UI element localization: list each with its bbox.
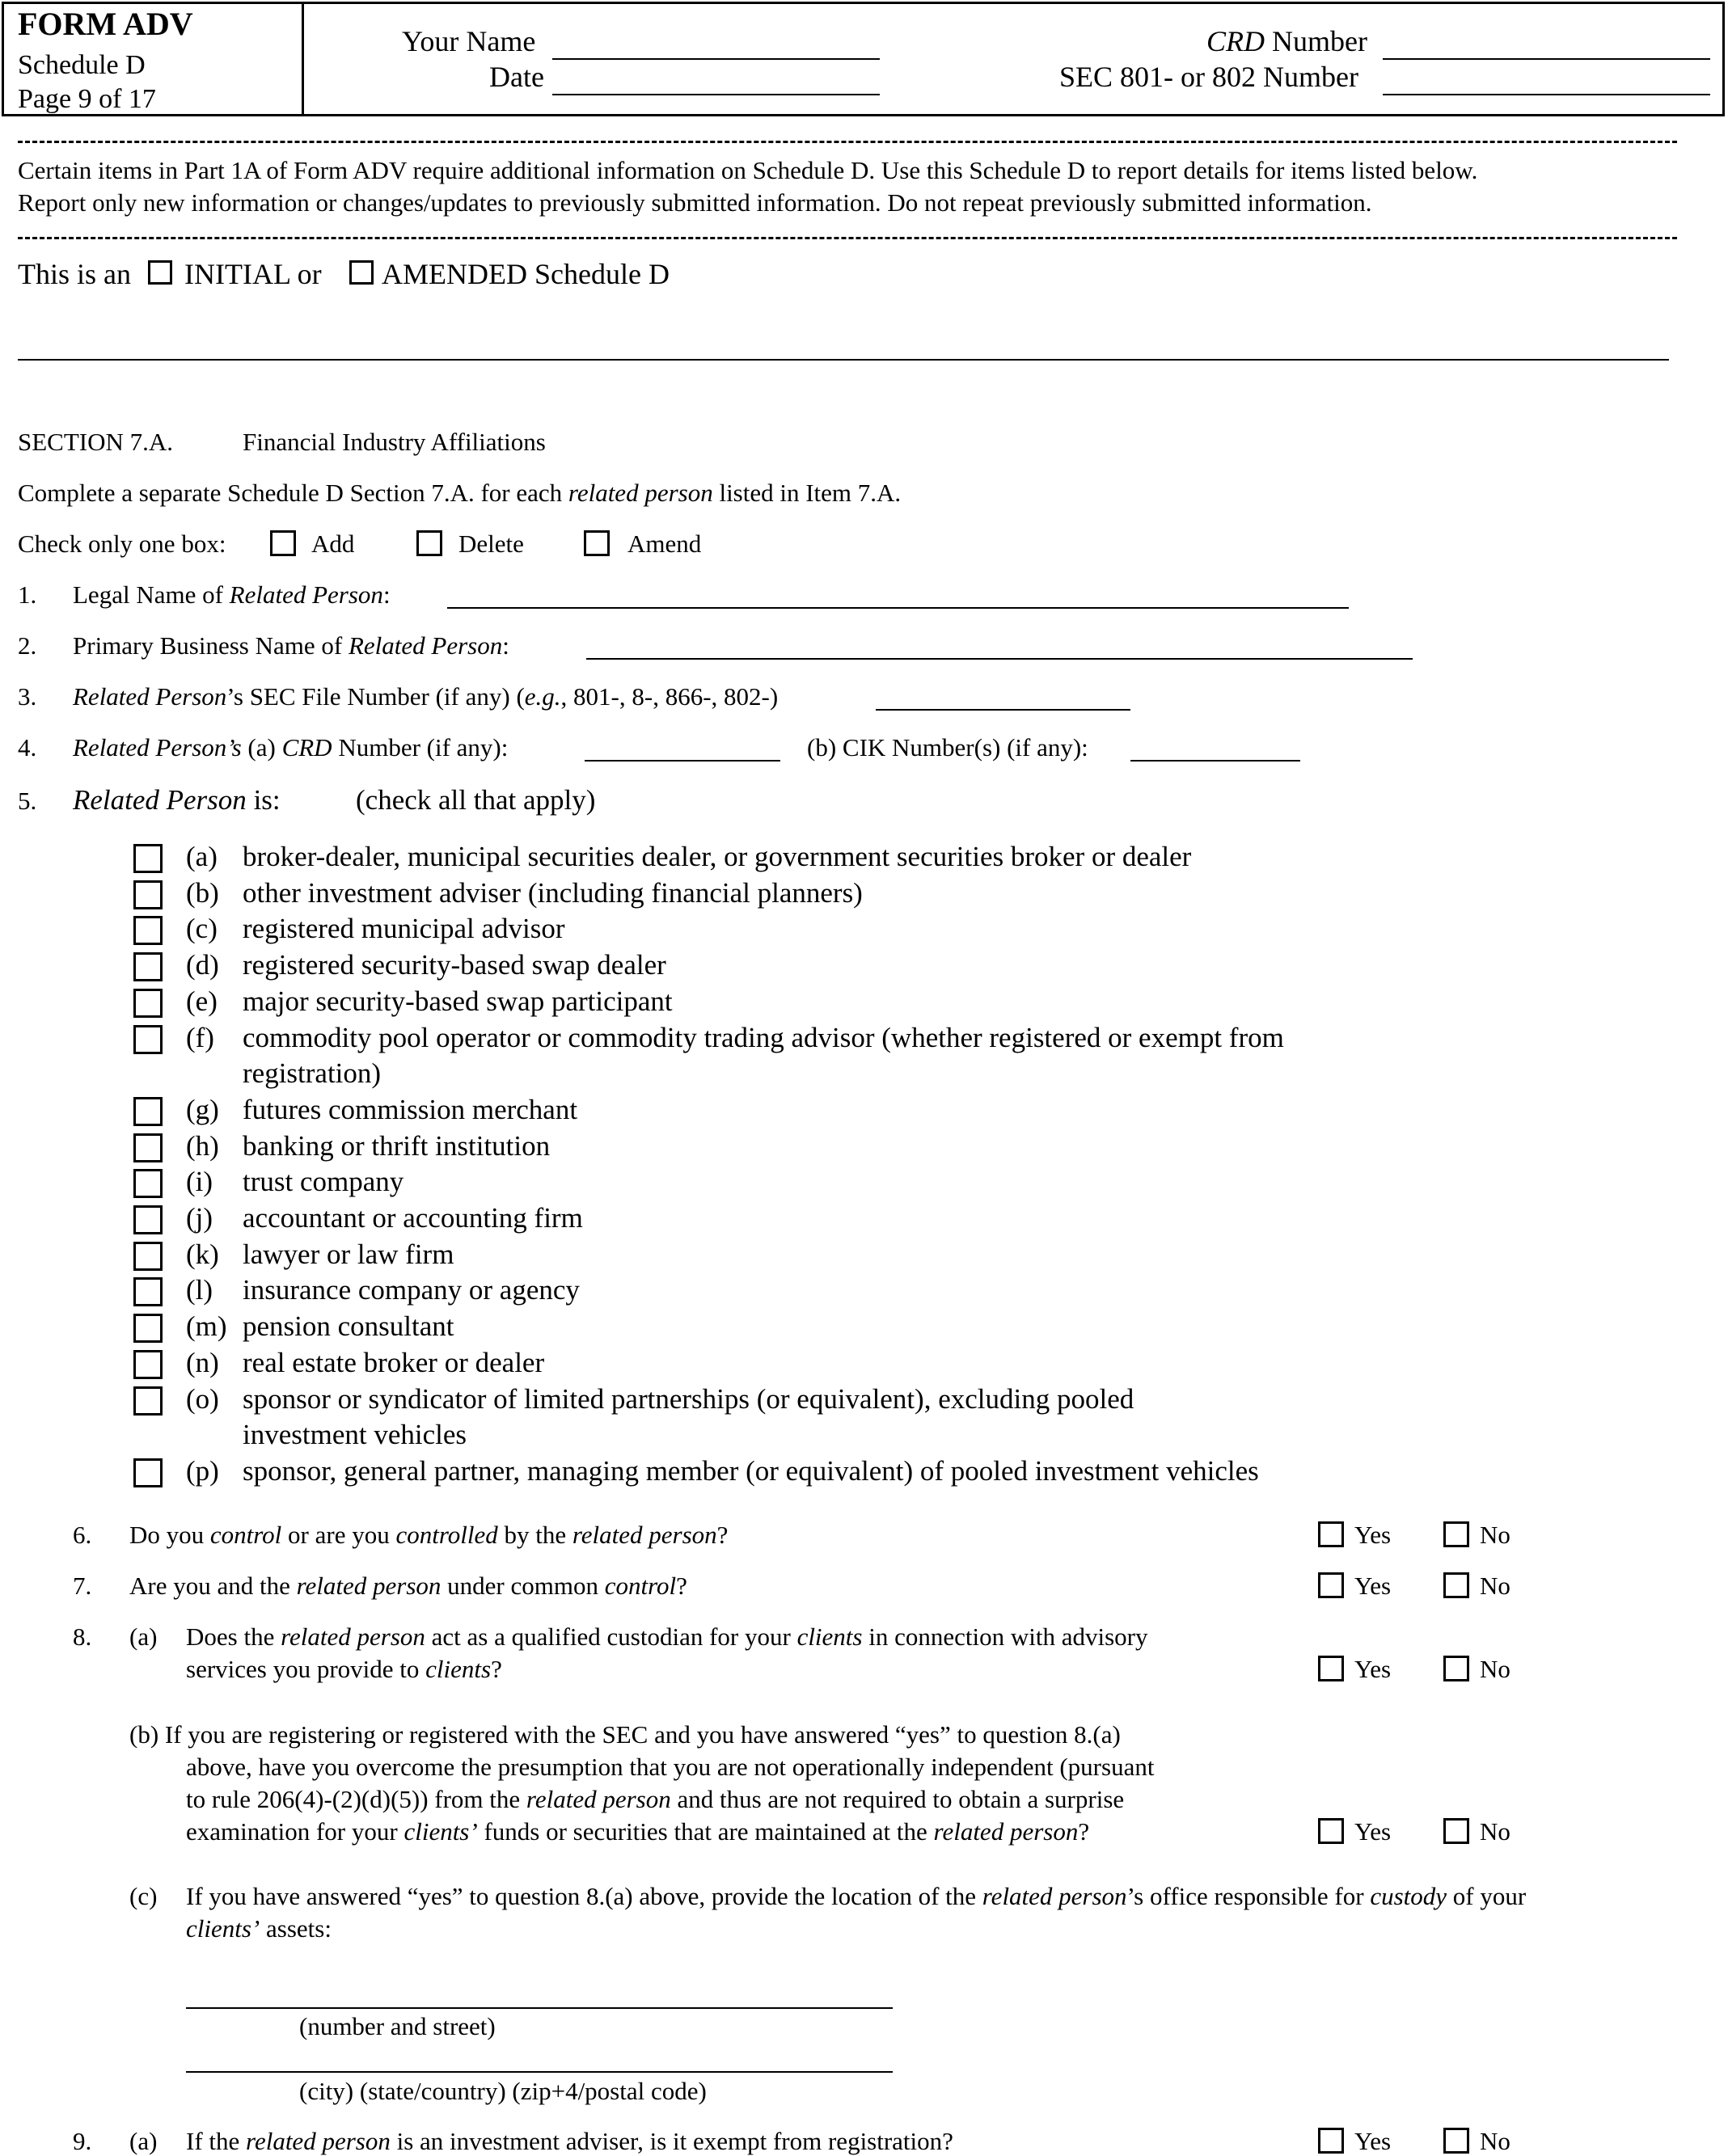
q5-option-label: accountant or accounting firm (243, 1202, 583, 1234)
q9a-yes-checkbox[interactable] (1318, 2128, 1344, 2154)
initial-label: INITIAL or (184, 258, 322, 290)
q4-number: 4. (18, 733, 37, 762)
q5-option-letter: (g) (186, 1093, 219, 1125)
q5-option-letter: (b) (186, 876, 219, 909)
q5-option-checkbox[interactable] (133, 952, 163, 981)
q5-option-checkbox[interactable] (133, 1314, 163, 1343)
q5-label: Related Person is: (73, 784, 281, 816)
q3-label: Related Person’s SEC File Number (if any) (e.g., 801-, 8-, 866-, 802-) (73, 682, 779, 711)
q5-option-letter: (o) (186, 1382, 219, 1415)
crd-number-label: CRD Number (1206, 25, 1367, 57)
q5-option-label: broker-dealer, municipal securities dealer, or government securities broker or dealer (243, 841, 1192, 872)
q7-number: 7. (73, 1572, 92, 1600)
q8a-question-line-1: Does the related person act as a qualified custodian for your clients in connection with advisory (186, 1622, 1148, 1651)
q8a-yes-checkbox[interactable] (1318, 1656, 1344, 1681)
q5-option-letter: (d) (186, 949, 219, 981)
sec-file-number-field[interactable] (876, 709, 1130, 711)
q5-instruction: (check all that apply) (356, 784, 596, 816)
schedule-label: Schedule D (18, 50, 146, 80)
delete-label: Delete (458, 530, 524, 558)
q8a-letter: (a) (129, 1622, 158, 1651)
q4-label: Related Person’s (a) CRD Number (if any): (73, 733, 509, 762)
q8a-yes-label: Yes (1354, 1655, 1392, 1683)
legal-name-field[interactable] (447, 607, 1349, 609)
date-label: Date (489, 61, 544, 93)
q5-option-checkbox[interactable] (133, 1350, 163, 1379)
sec-number-field[interactable] (1383, 94, 1710, 95)
initial-checkbox[interactable] (148, 260, 172, 285)
q9a-no-label: No (1480, 2127, 1510, 2155)
q6-yes-checkbox[interactable] (1318, 1521, 1344, 1547)
q8b-question-line-1: (b) If you are registering or registered with the SEC and you have answered “yes” to question 8.(a) (129, 1720, 1121, 1749)
q5-option-checkbox[interactable] (133, 1169, 163, 1198)
q5-option-label: real estate broker or dealer (243, 1346, 545, 1378)
q5-option-label: other investment adviser (including financial planners) (243, 876, 863, 909)
city-state-zip-field[interactable] (186, 2071, 893, 2073)
q5-option-label: sponsor or syndicator of limited partnerships (or equivalent), excluding pooled (243, 1382, 1134, 1415)
q1-number: 1. (18, 580, 37, 609)
q5-option-label: registered municipal advisor (243, 913, 565, 945)
q5-option-letter: (k) (186, 1238, 219, 1270)
primary-business-name-field[interactable] (586, 658, 1413, 660)
q4b-label: (b) CIK Number(s) (if any): (807, 733, 1088, 762)
q5-option-checkbox[interactable] (133, 844, 163, 873)
form-title: FORM ADV (18, 6, 193, 42)
q5-option-letter: (p) (186, 1454, 219, 1487)
q5-option-label-continued: investment vehicles (243, 1419, 467, 1451)
q5-option-label: trust company (243, 1166, 404, 1198)
q8b-no-label: No (1480, 1817, 1510, 1846)
q9a-yes-label: Yes (1354, 2127, 1392, 2155)
street-address-field[interactable] (186, 2007, 893, 2009)
q5-option-letter: (l) (186, 1274, 213, 1306)
q8b-question-line-4: examination for your clients’ funds or securities that are maintained at the related person? (186, 1817, 1090, 1846)
q5-option-letter: (j) (186, 1202, 213, 1234)
this-is-an-label: This is an (18, 258, 131, 290)
q6-question: Do you control or are you controlled by the related person? (129, 1521, 729, 1549)
q5-option-letter: (c) (186, 913, 218, 945)
q5-option-letter: (e) (186, 985, 218, 1017)
amended-checkbox[interactable] (349, 260, 374, 285)
add-label: Add (311, 530, 355, 558)
q5-option-label: sponsor, general partner, managing member (or equivalent) of pooled investment vehicles (243, 1454, 1259, 1487)
q5-option-checkbox[interactable] (133, 916, 163, 945)
q5-option-label: lawyer or law firm (243, 1238, 454, 1270)
q5-number: 5. (18, 787, 37, 815)
q5-option-label: banking or thrift institution (243, 1129, 551, 1162)
q8b-no-checkbox[interactable] (1443, 1818, 1469, 1844)
q5-option-letter: (m) (186, 1310, 227, 1343)
q5-option-checkbox[interactable] (133, 1025, 163, 1054)
q6-yes-label: Yes (1354, 1521, 1392, 1549)
street-address-caption: (number and street) (299, 2012, 496, 2040)
crd-number-field-4a[interactable] (585, 760, 780, 762)
q8b-question-line-2: above, have you overcome the presumption that you are not operationally independent (pursuant (186, 1753, 1155, 1781)
q5-option-label: commodity pool operator or commodity trading advisor (whether registered or exempt from (243, 1021, 1284, 1053)
your-name-label: Your Name (402, 25, 536, 57)
add-checkbox[interactable] (270, 530, 296, 556)
section-title: Financial Industry Affiliations (243, 428, 546, 456)
q8c-question-line-2: clients’ assets: (186, 1914, 332, 1943)
q7-no-label: No (1480, 1572, 1510, 1600)
cik-number-field[interactable] (1130, 760, 1300, 762)
q5-option-letter: (i) (186, 1166, 213, 1198)
q9-number: 9. (73, 2127, 92, 2155)
q2-number: 2. (18, 631, 37, 660)
q2-label: Primary Business Name of Related Person: (73, 631, 509, 660)
q9a-question: If the related person is an investment adviser, is it exempt from registration? (186, 2127, 953, 2155)
city-state-zip-caption: (city) (state/country) (zip+4/postal code) (299, 2077, 707, 2105)
intro-line-2: Report only new information or changes/updates to previously submitted information. Do not repeat previously submitted information. (18, 188, 1372, 217)
q5-option-label: pension consultant (243, 1310, 454, 1343)
q7-yes-checkbox[interactable] (1318, 1572, 1344, 1598)
q5-option-label: major security-based swap participant (243, 985, 673, 1017)
q5-option-checkbox[interactable] (133, 1242, 163, 1271)
q5-option-checkbox[interactable] (133, 1458, 163, 1487)
q8-number: 8. (73, 1622, 92, 1651)
q5-option-label-continued: registration) (243, 1057, 382, 1090)
q5-option-label: futures commission merchant (243, 1093, 578, 1125)
sec-number-label: SEC 801- or 802 Number (1059, 61, 1358, 93)
amend-label: Amend (627, 530, 702, 558)
page-number: Page 9 of 17 (18, 84, 156, 114)
section-separator (18, 359, 1669, 361)
q5-option-checkbox[interactable] (133, 1277, 163, 1306)
intro-line-1: Certain items in Part 1A of Form ADV require additional information on Schedule D. Use this Schedule D to report details for items listed below. (18, 156, 1478, 184)
q6-no-checkbox[interactable] (1443, 1521, 1469, 1547)
section-number: SECTION 7.A. (18, 428, 174, 456)
q5-option-checkbox[interactable] (133, 1386, 163, 1416)
q8a-question-line-2: services you provide to clients? (186, 1655, 502, 1683)
q8a-no-label: No (1480, 1655, 1510, 1683)
q7-question: Are you and the related person under common control? (129, 1572, 687, 1600)
q8c-letter: (c) (129, 1882, 158, 1910)
check-one-label: Check only one box: (18, 530, 226, 558)
q8b-question-line-3: to rule 206(4)-(2)(d)(5)) from the related person and thus are not required to obtain a surprise (186, 1785, 1125, 1813)
q8b-yes-label: Yes (1354, 1817, 1392, 1846)
your-name-field[interactable] (552, 58, 880, 60)
q5-option-letter: (a) (186, 841, 218, 872)
q8b-yes-checkbox[interactable] (1318, 1818, 1344, 1844)
amend-checkbox[interactable] (584, 530, 610, 556)
q3-number: 3. (18, 682, 37, 711)
q5-option-checkbox[interactable] (133, 1133, 163, 1162)
dashed-divider-bottom (18, 237, 1677, 239)
q7-yes-label: Yes (1354, 1572, 1392, 1600)
q8c-question-line-1: If you have answered “yes” to question 8.(a) above, provide the location of the related person’s office responsible for custody of your (186, 1882, 1527, 1910)
q6-number: 6. (73, 1521, 92, 1549)
dashed-divider-top (18, 141, 1677, 143)
q5-option-checkbox[interactable] (133, 880, 163, 909)
q5-option-letter: (h) (186, 1129, 219, 1162)
q5-option-checkbox[interactable] (133, 989, 163, 1018)
section-instructions: Complete a separate Schedule D Section 7.A. for each related person listed in Item 7.A. (18, 479, 902, 507)
q5-option-checkbox[interactable] (133, 1097, 163, 1126)
q5-option-label: registered security-based swap dealer (243, 949, 666, 981)
q5-option-letter: (f) (186, 1021, 214, 1053)
crd-number-field[interactable] (1383, 58, 1710, 60)
header-divider (302, 2, 304, 116)
q5-option-label: insurance company or agency (243, 1274, 580, 1306)
q8a-no-checkbox[interactable] (1443, 1656, 1469, 1681)
q5-option-checkbox[interactable] (133, 1205, 163, 1234)
q9a-no-checkbox[interactable] (1443, 2128, 1469, 2154)
q6-no-label: No (1480, 1521, 1510, 1549)
q9a-letter: (a) (129, 2127, 158, 2155)
q5-option-letter: (n) (186, 1346, 219, 1378)
delete-checkbox[interactable] (416, 530, 442, 556)
amended-label: AMENDED Schedule D (382, 258, 670, 290)
q7-no-checkbox[interactable] (1443, 1572, 1469, 1598)
date-field[interactable] (552, 94, 880, 95)
q1-label: Legal Name of Related Person: (73, 580, 391, 609)
